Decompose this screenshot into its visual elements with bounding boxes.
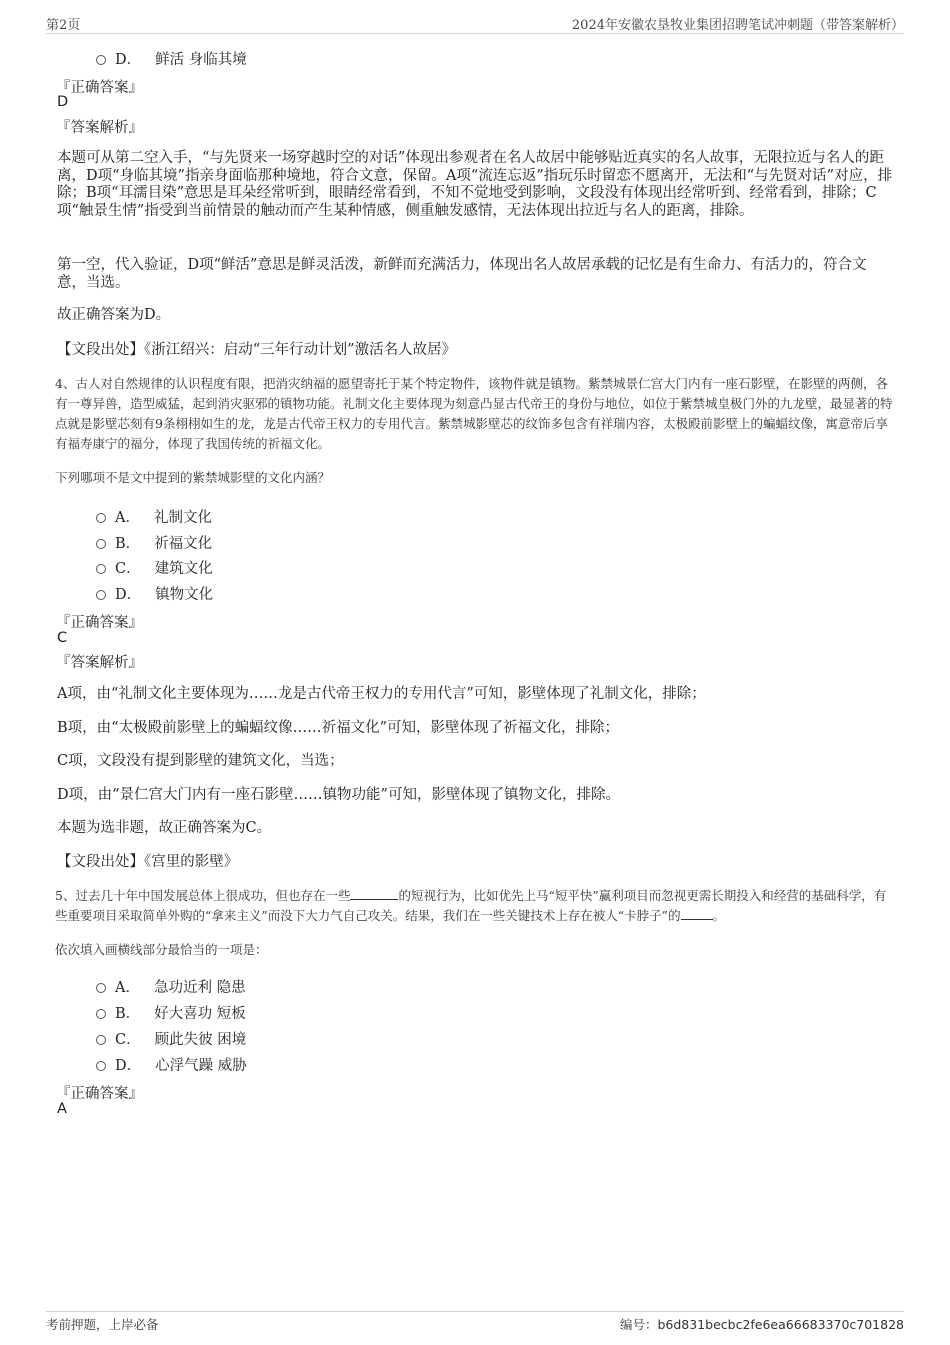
- q4-answer: C: [57, 630, 68, 646]
- q5-option-a[interactable]: A． 急功近利 隐患: [96, 976, 246, 997]
- q4-option-b[interactable]: B． 祈福文化: [96, 532, 212, 553]
- q5-option-b[interactable]: B． 好大喜功 短板: [96, 1002, 246, 1023]
- radio-icon[interactable]: [96, 983, 106, 993]
- q4-question: 下列哪项不是文中提到的紫禁城影壁的文化内涵？: [55, 470, 331, 485]
- q5-option-d[interactable]: D． 心浮气躁 威胁: [96, 1054, 247, 1075]
- q4-analysis-line-a: A项，由“礼制文化主要体现为……龙是古代帝王权力的专用代言”可知，影壁体现了礼制文化，排除；: [57, 686, 706, 702]
- q5-answer: A: [57, 1101, 67, 1117]
- blank-2: [681, 907, 713, 920]
- q3-analysis-paragraph-1: 本题可从第二空入手，“与先贤来一场穿越时空的对话”体现出参观者在名人故居中能够贴近真实的名人故事，无限拉近与名人的距离，D项“身临其境”指亲身面临那种境地，符合文意，保留。A项“流连忘返”指玩乐时留恋不愿离开，无法和“与先贤对话”对应，排除；B项“耳濡目染”意思是耳朵经常听到，眼睛经常看到，不知不觉地受到影响，文段没有体现出经常听到、经常看到，排除；C项“触景生情”指受到当前情景的触动而产生某种情感，侧重触发感情，无法体现出拉近与名人的距离，排除。: [57, 150, 893, 219]
- q3-source: 【文段出处】《浙江绍兴：启动“三年行动计划”激活名人故居》: [57, 342, 457, 358]
- q5-stem: 5、过去几十年中国发展总体上很成功，但也存在一些 的短视行为，比如优先上马“短平快”赢利项目而忽视更需长期投入和经营的基础科学，有些重要项目采取简单外购的“拿来主义”而没下大力气自己攻关。结果，我们在一些关键技术上存在被人“卡脖子”的 。: [55, 888, 887, 923]
- radio-icon[interactable]: [96, 539, 106, 549]
- q4-analysis-conclusion: 本题为选非题，故正确答案为C。: [57, 820, 272, 836]
- q4-option-d[interactable]: D． 镇物文化: [96, 583, 213, 604]
- radio-icon[interactable]: [96, 513, 106, 523]
- radio-icon[interactable]: [96, 1009, 106, 1019]
- page-header: [46, 14, 904, 34]
- q3-analysis-paragraph-3: 故正确答案为D。: [57, 307, 171, 323]
- q3-answer-label: 『正确答案』: [56, 80, 143, 96]
- q3-analysis-label: 『答案解析』: [56, 120, 143, 136]
- document-title: 2024年安徽农垦牧业集团招聘笔试冲刺题（带答案解析）: [571, 18, 904, 33]
- q4-source: 【文段出处】《宫里的影壁》: [57, 854, 239, 870]
- q5-option-c[interactable]: C． 顾此失彼 困境: [96, 1028, 246, 1049]
- radio-icon[interactable]: [96, 564, 106, 574]
- radio-icon[interactable]: [96, 590, 106, 600]
- q4-answer-label: 『正确答案』: [56, 615, 143, 631]
- footer-slogan: 考前押题，上岸必备: [46, 1317, 159, 1332]
- page-footer: [46, 1311, 904, 1337]
- q4-stem: 4、古人对自然规律的认识程度有限，把消灾纳福的愿望寄托于某个特定物件，该物件就是镇物。紫禁城景仁宫大门内有一座石影壁，在影壁的两侧，各有一尊异兽，造型威猛，起到消灾驱邪的镇物功能。礼制文化主要体现为刻意凸显古代帝王的身份与地位，如位于紫禁城皇极门外的九龙壁，最显著的特点就是影壁芯刻有9条栩栩如生的龙，龙是古代帝王权力的专用代言。紫禁城影壁芯的纹饰多包含有祥瑞内容，太极殿前影壁上的蝙蝠纹像，寓意帝后享有福寿康宁的福分，体现了我国传统的祈福文化。: [55, 376, 893, 451]
- document-code: 编号：b6d831becbc2fe6ea66683370c701828: [619, 1317, 904, 1332]
- q4-option-a[interactable]: A． 礼制文化: [96, 506, 212, 527]
- q3-answer: D: [57, 94, 69, 110]
- radio-icon[interactable]: [96, 1035, 106, 1045]
- q4-analysis-line-d: D项，由“景仁宫大门内有一座石影壁……镇物功能”可知，影壁体现了镇物文化，排除。: [57, 787, 620, 803]
- q4-option-c[interactable]: C． 建筑文化: [96, 557, 213, 578]
- q5-question: 依次填入画横线部分最恰当的一项是：: [55, 942, 268, 957]
- blank-1: [350, 887, 398, 900]
- q3-analysis-paragraph-2: 第一空，代入验证，D项“鲜活”意思是鲜灵活泼，新鲜而充满活力，体现出名人故居承载的记忆是有生命力、有活力的，符合文意，当选。: [57, 257, 867, 291]
- radio-icon[interactable]: [96, 1061, 106, 1071]
- q4-analysis-label: 『答案解析』: [56, 655, 143, 671]
- q4-analysis-line-b: B项，由“太极殿前影壁上的蝙蝠纹像……祈福文化”可知，影壁体现了祈福文化，排除；: [57, 720, 619, 736]
- page-number: 第2页: [46, 18, 81, 33]
- radio-icon[interactable]: [96, 55, 106, 65]
- q4-analysis-line-c: C项，文段没有提到影壁的建筑文化，当选；: [57, 753, 344, 769]
- q5-answer-label: 『正确答案』: [56, 1086, 143, 1102]
- q3-option-d[interactable]: D． 鲜活 身临其境: [96, 48, 247, 69]
